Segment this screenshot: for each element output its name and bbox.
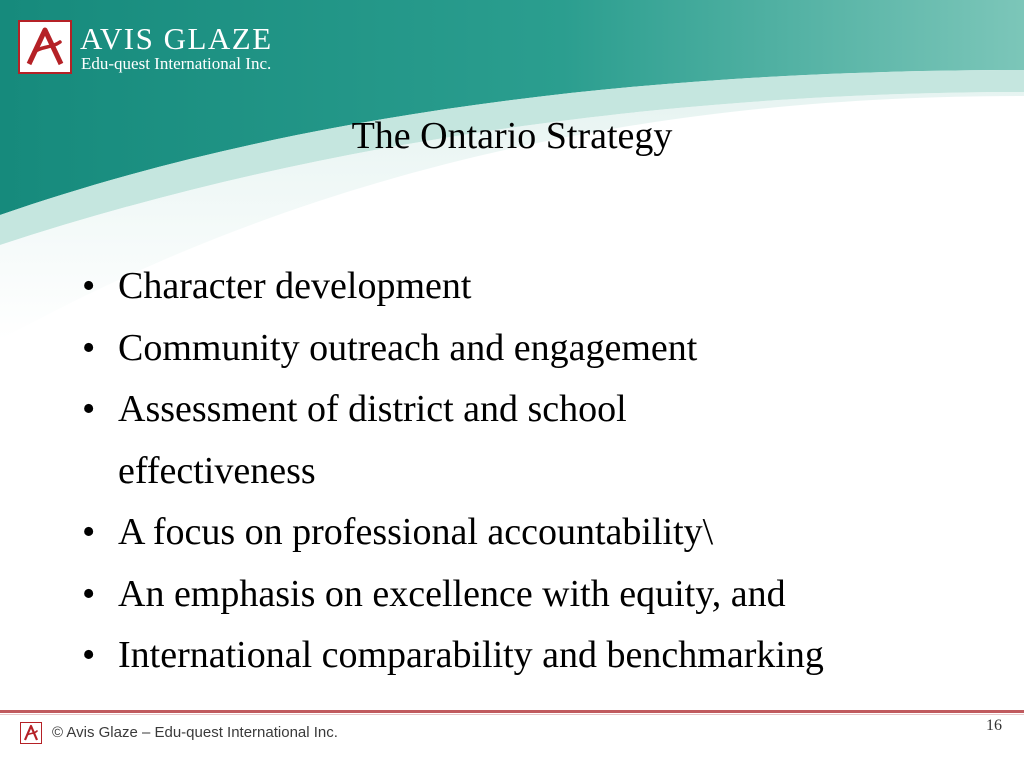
bullet-text: A focus on professional accountability\ xyxy=(118,511,714,553)
footer-divider-thin xyxy=(0,714,1024,715)
bullet-marker: • xyxy=(82,388,96,430)
brand-name: AVIS GLAZE xyxy=(80,21,273,56)
footer-copyright: © Avis Glaze – Edu-quest International Inc. xyxy=(52,724,338,741)
bullet-list xyxy=(78,256,978,687)
page-number: 16 xyxy=(986,717,1002,734)
bullet-item xyxy=(78,441,978,503)
bullet-item xyxy=(78,625,978,687)
bullet-item xyxy=(78,502,978,564)
bullet-marker: • xyxy=(82,572,96,615)
letter-a-logo-icon xyxy=(20,22,70,72)
bullet-text: effectiveness xyxy=(118,449,316,492)
bullet-item xyxy=(78,256,978,318)
slide-title: The Ontario Strategy xyxy=(351,115,673,157)
footer-divider xyxy=(0,710,1024,713)
bullet-marker: • xyxy=(82,634,96,676)
bullet-marker: • xyxy=(82,511,96,553)
footer-logo-icon xyxy=(20,722,42,744)
bullet-text: International comparability and benchmarking xyxy=(118,634,824,676)
bullet-text: An emphasis on excellence with equity, and xyxy=(118,572,786,615)
bullet-text: Community outreach and engagement xyxy=(118,326,698,369)
brand-subtitle: Edu-quest International Inc. xyxy=(81,54,272,73)
bullet-text: Assessment of district and school xyxy=(118,388,627,430)
bullet-item xyxy=(78,318,978,380)
bullet-text: Character development xyxy=(118,265,472,307)
bullet-item xyxy=(78,379,978,441)
bullet-marker: • xyxy=(82,265,96,307)
brand-logo xyxy=(18,20,318,76)
bullet-marker: • xyxy=(82,326,96,369)
bullet-item xyxy=(78,564,978,626)
logo-mark xyxy=(18,20,72,74)
